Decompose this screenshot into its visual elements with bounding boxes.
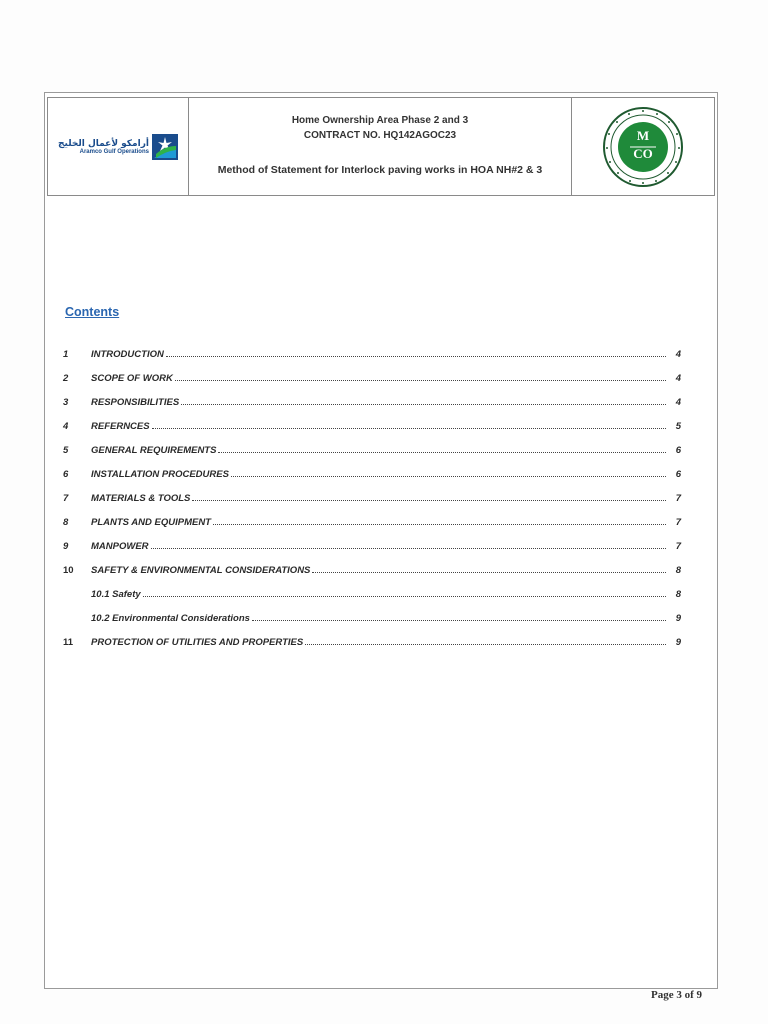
- toc-entry-page: 8: [675, 565, 681, 576]
- toc-entry-page: 7: [675, 517, 681, 528]
- toc-entry-number: 1: [63, 349, 69, 360]
- toc-entry-title: MATERIALS & TOOLS: [91, 493, 191, 504]
- toc-entry-title: SAFETY & ENVIRONMENTAL CONSIDERATIONS: [91, 565, 311, 576]
- project-name: Home Ownership Area Phase 2 and 3: [291, 115, 469, 126]
- page-number: Page 3 of 9: [651, 989, 703, 1001]
- toc-dot-leader: [252, 619, 666, 621]
- toc-entry-number: 7: [63, 493, 69, 504]
- toc-entry-number: 10: [63, 565, 74, 576]
- document-header: [47, 97, 715, 196]
- svg-text:CO: CO: [633, 145, 653, 161]
- toc-entry-title: INSTALLATION PROCEDURES: [91, 469, 229, 480]
- toc-entry-number: 8: [63, 517, 69, 528]
- toc-entry[interactable]: [63, 421, 681, 445]
- toc-entry[interactable]: [63, 469, 681, 493]
- aramco-logo: [58, 134, 178, 160]
- toc-entry-title: SCOPE OF WORK: [91, 373, 173, 384]
- toc-entry-title: REFERNCES: [91, 421, 150, 432]
- toc-entry-page: 7: [675, 493, 681, 504]
- mco-seal-icon: [602, 106, 684, 188]
- document-title-cell: [189, 98, 572, 195]
- toc-dot-leader: [166, 355, 666, 357]
- svg-text:M: M: [636, 127, 650, 143]
- toc-dot-leader: [143, 595, 666, 597]
- toc-subentry[interactable]: [63, 613, 681, 637]
- toc-entry-title: 10.1 Safety: [91, 589, 141, 600]
- toc-entry-title: INTRODUCTION: [91, 349, 164, 360]
- document-title: Method of Statement for Interlock paving works in HOA NH#2 & 3: [217, 164, 543, 176]
- toc-entry[interactable]: [63, 397, 681, 421]
- client-logo-cell: [48, 98, 189, 195]
- toc-entry-page: 8: [675, 589, 681, 600]
- toc-entry-number: 5: [63, 445, 69, 456]
- toc-entry-number: 4: [63, 421, 69, 432]
- toc-entry-title: PROTECTION OF UTILITIES AND PROPERTIES: [91, 637, 304, 648]
- toc-entry-page: 4: [675, 373, 681, 384]
- toc-entry[interactable]: [63, 637, 681, 661]
- toc-dot-leader: [218, 451, 666, 453]
- toc-dot-leader: [231, 475, 666, 477]
- toc-entry-page: 4: [675, 397, 681, 408]
- table-of-contents: [63, 349, 681, 661]
- toc-dot-leader: [175, 379, 666, 381]
- toc-entry-number: 3: [63, 397, 69, 408]
- toc-dot-leader: [192, 499, 666, 501]
- toc-dot-leader: [312, 571, 666, 573]
- toc-entry-title: RESPONSIBILITIES: [91, 397, 180, 408]
- toc-entry-page: 9: [675, 637, 681, 648]
- contractor-logo-cell: [572, 98, 714, 195]
- contract-number: CONTRACT NO. HQ142AGOC23: [303, 130, 457, 141]
- toc-entry-number: 9: [63, 541, 69, 552]
- toc-entry[interactable]: [63, 493, 681, 517]
- toc-entry-number: 11: [63, 637, 74, 648]
- toc-entry[interactable]: [63, 349, 681, 373]
- toc-dot-leader: [305, 643, 666, 645]
- toc-entry-title: PLANTS AND EQUIPMENT: [91, 517, 211, 528]
- toc-entry-title: 10.2 Environmental Considerations: [91, 613, 250, 624]
- document-page: [44, 92, 718, 989]
- toc-entry-page: 6: [675, 445, 681, 456]
- toc-entry[interactable]: [63, 565, 681, 589]
- toc-entry-page: 5: [675, 421, 681, 432]
- toc-entry[interactable]: [63, 541, 681, 565]
- toc-dot-leader: [181, 403, 666, 405]
- toc-entry-number: 6: [63, 469, 69, 480]
- toc-entry-title: MANPOWER: [91, 541, 149, 552]
- aramco-english-name: Aramco Gulf Operations: [79, 148, 149, 155]
- toc-dot-leader: [151, 547, 666, 549]
- aramco-arabic-name: أرامكو لأعمال الخليج: [58, 138, 149, 149]
- toc-entry[interactable]: [63, 517, 681, 541]
- toc-dot-leader: [152, 427, 666, 429]
- toc-entry-page: 4: [675, 349, 681, 360]
- toc-dot-leader: [213, 523, 666, 525]
- toc-subentry[interactable]: [63, 589, 681, 613]
- aramco-star-icon: [152, 134, 178, 160]
- toc-entry[interactable]: [63, 373, 681, 397]
- toc-entry[interactable]: [63, 445, 681, 469]
- toc-entry-page: 6: [675, 469, 681, 480]
- contents-heading[interactable]: Contents: [65, 305, 120, 319]
- toc-entry-number: 2: [63, 373, 69, 384]
- toc-entry-title: GENERAL REQUIREMENTS: [91, 445, 217, 456]
- toc-entry-page: 7: [675, 541, 681, 552]
- toc-entry-page: 9: [675, 613, 681, 624]
